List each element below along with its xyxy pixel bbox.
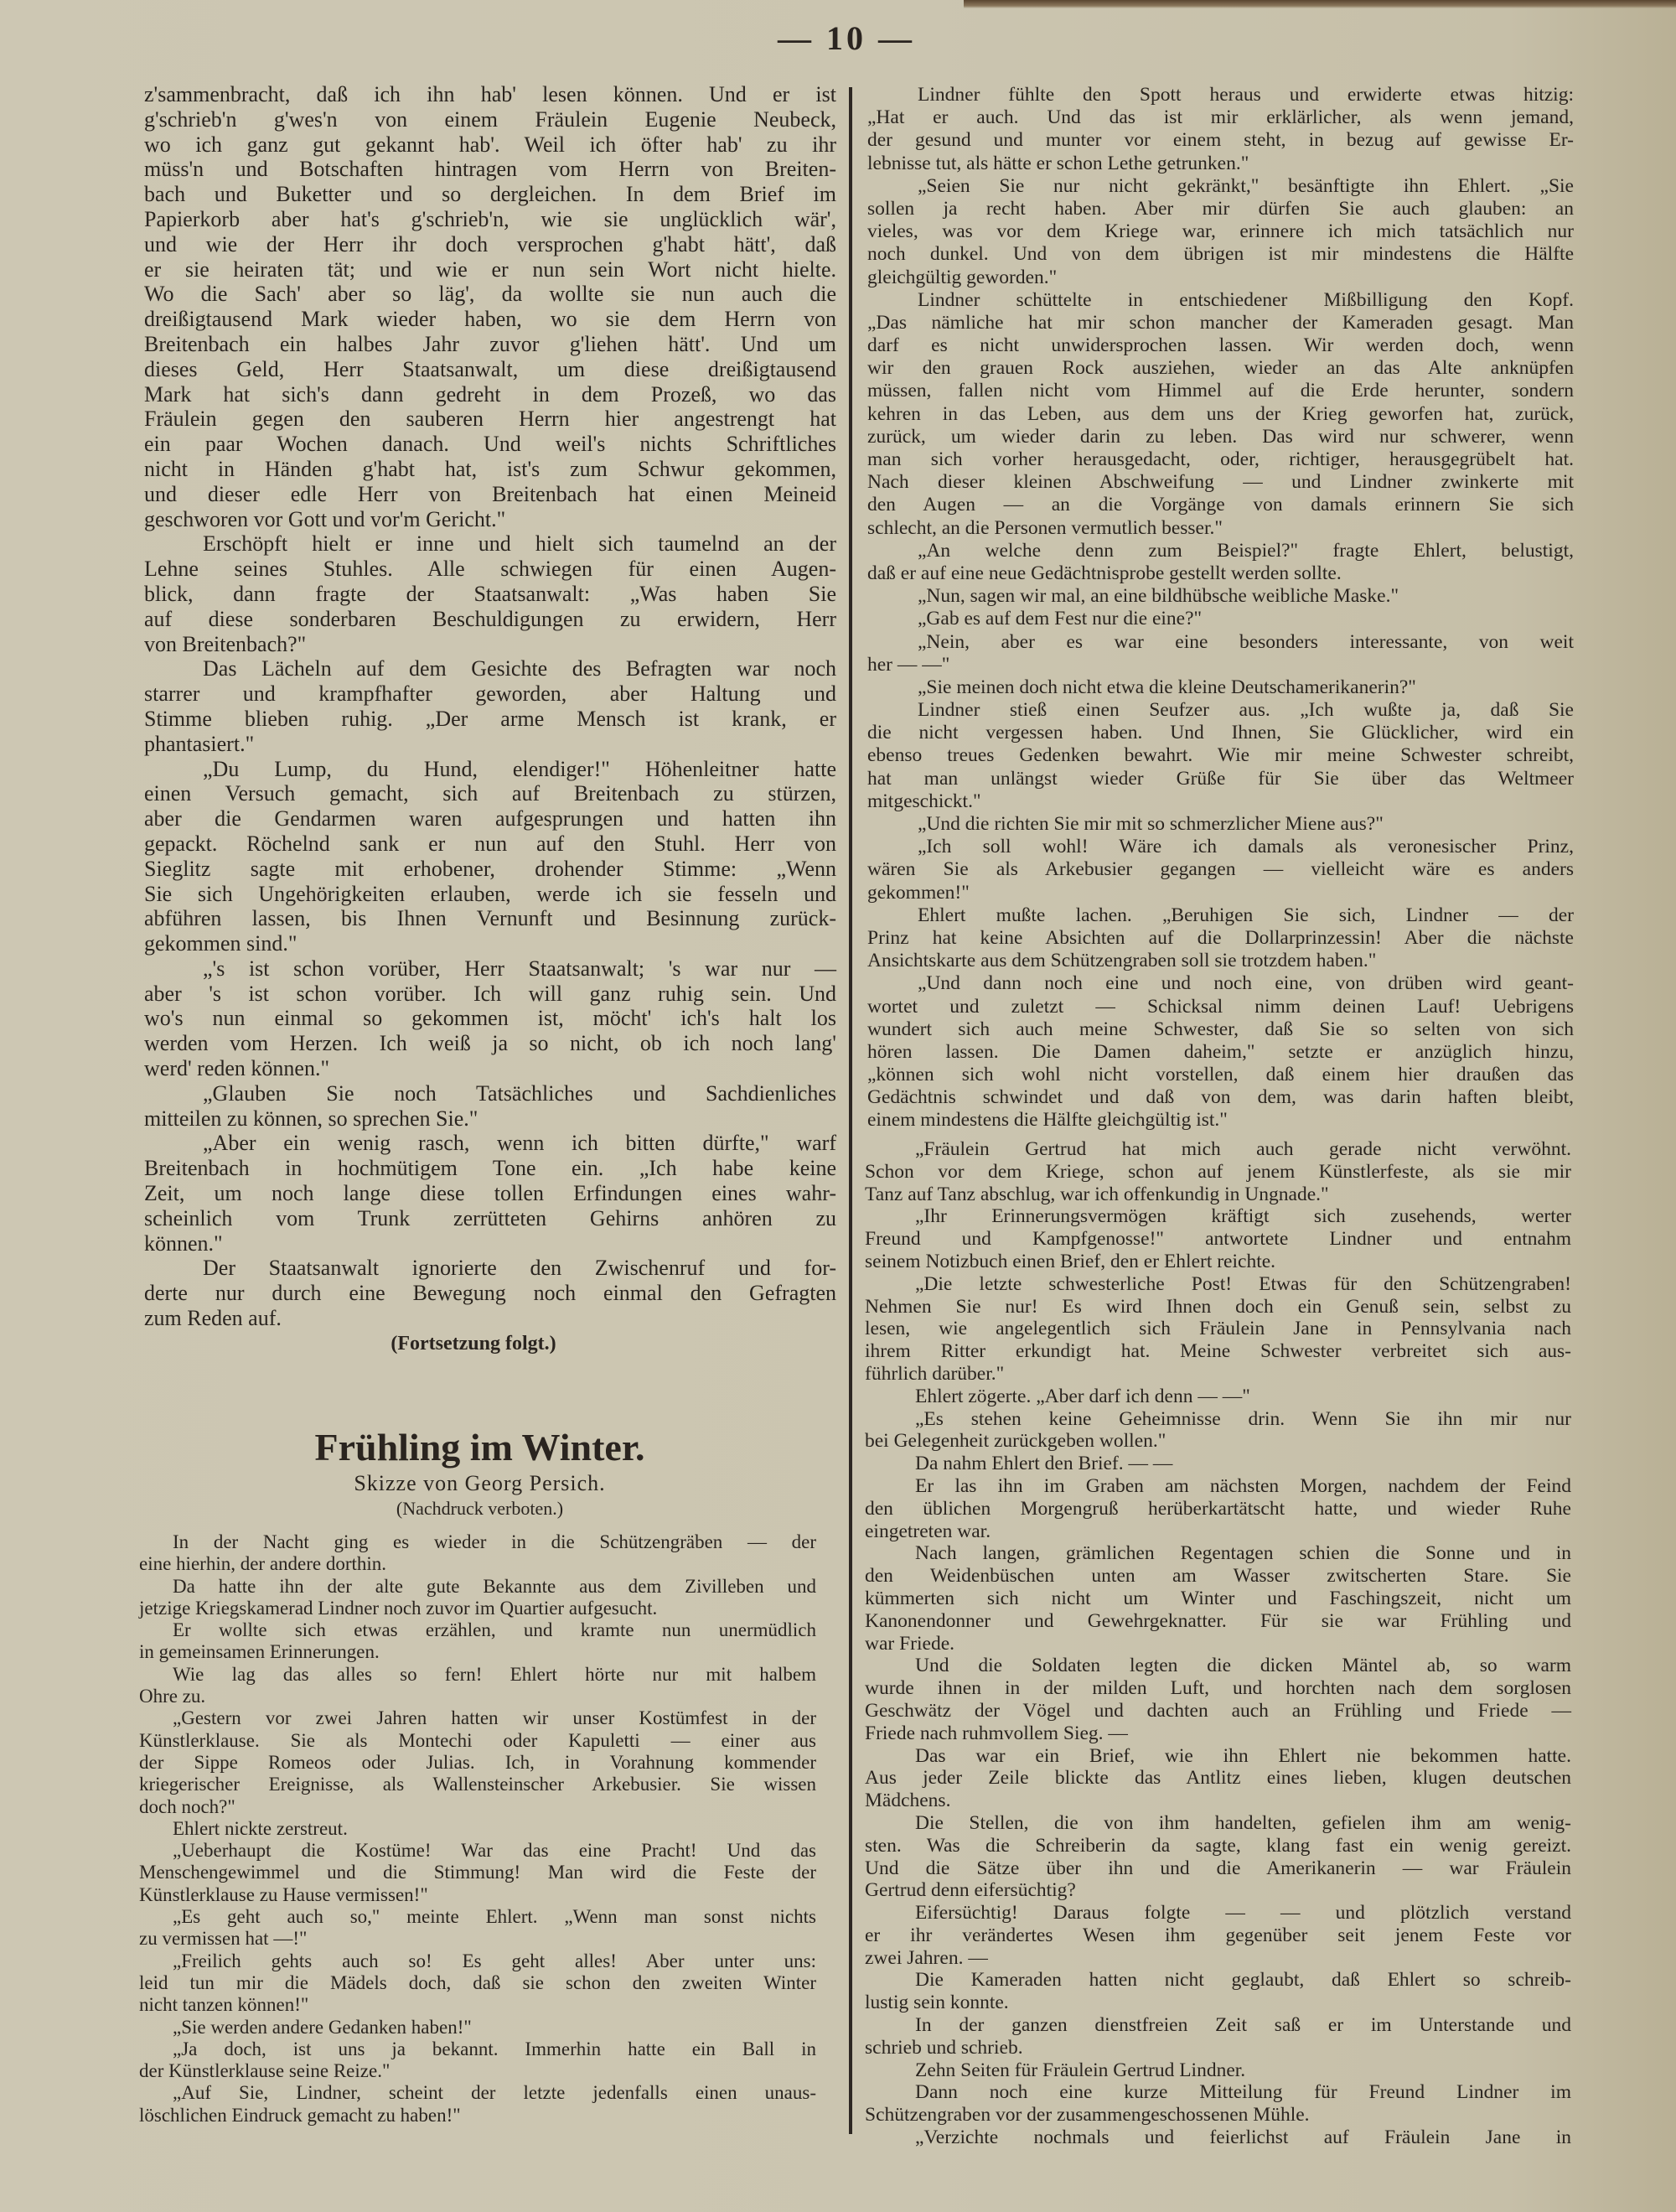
text-line: Und die Soldaten legten die dicken Mäntel ab, so warm bbox=[915, 1655, 1571, 1677]
text-line: sollen ja recht haben. Aber mir dürfen Sie auch glauben: an bbox=[867, 197, 1574, 220]
text-line: Lehne seines Stuhles. Alle schwiegen für einen Augen- bbox=[144, 557, 836, 582]
text-line: „Ich soll wohl! Wäre ich damals als veronesischer Prinz, bbox=[918, 836, 1574, 858]
paragraph bbox=[865, 1902, 1571, 1969]
text-line: gepackt. Röchelnd sank er nun auf den Stuhl. Herr von bbox=[144, 831, 836, 856]
text-line: können." bbox=[144, 1230, 223, 1256]
page-top-edge bbox=[964, 0, 1676, 8]
text-line: Fräulein gegen den sauberen Herrn hier angestrengt hat bbox=[144, 407, 836, 432]
text-line: Nach dieser kleinen Abschweifung — und Lindner zwinkerte mit bbox=[867, 471, 1574, 494]
text-line: werden vom Herzen. Ich weiß ja so nicht, ob ich noch lang' bbox=[144, 1031, 836, 1056]
text-line: dieses Geld, Herr Staatsanwalt, um diese dreißigtausend bbox=[144, 356, 836, 381]
text-line: wortet und zuletzt — Schicksal nimm deinen Lauf! Uebrigens bbox=[867, 995, 1574, 1018]
paragraph bbox=[144, 82, 836, 531]
story-title: Frühling im Winter. bbox=[314, 1426, 645, 1469]
text-line: schlecht, an die Personen vermutlich besser." bbox=[867, 516, 1223, 539]
text-line: „Die letzte schwesterliche Post! Etwas für den Schützengraben! bbox=[915, 1272, 1571, 1295]
text-line: auf diese sonderbaren Beschuldigungen zu erwidern, Herr bbox=[144, 606, 836, 631]
text-line: her — —" bbox=[867, 653, 950, 676]
text-line: wo ich ganz gut gekannt hab'. Weil ich öfter hab' zu ihr bbox=[144, 132, 836, 157]
paragraph bbox=[865, 2081, 1571, 2127]
text-line: Er las ihn im Graben am nächsten Morgen, nachdem der Feind bbox=[915, 1474, 1571, 1497]
text-line: Lindner schüttelte in entschiedener Mißbilligung den Kopf. bbox=[918, 288, 1574, 311]
text-line: müss'n und Botschaften hintragen vom Herrn von Breiten- bbox=[144, 157, 836, 182]
text-line: Dann noch eine kurze Mitteilung für Freund Lindner im bbox=[915, 2081, 1571, 2104]
paragraph bbox=[139, 2017, 816, 2038]
paragraph bbox=[867, 540, 1574, 585]
paragraph bbox=[144, 1131, 836, 1256]
paragraph bbox=[139, 1707, 816, 1817]
paragraph bbox=[865, 2127, 1571, 2149]
text-line: Da hatte ihn der alte gute Bekannte aus dem Zivilleben und bbox=[173, 1575, 816, 1597]
paragraph bbox=[139, 1664, 816, 1708]
text-line: hat man unlängst wieder Grüße für Sie über das Weltmeer bbox=[867, 767, 1574, 790]
text-line: „können sich wohl nicht vorstellen, daß einem hier draußen das bbox=[867, 1064, 1574, 1086]
text-line: zurück, um wieder darin zu leben. Das wird nur schwerer, wenn bbox=[867, 425, 1574, 448]
text-line: wären Sie als Arkebusier gegangen — vielleicht wäre es anders bbox=[867, 858, 1574, 881]
text-line: Ehlert mußte lachen. „Beruhigen Sie sich, Lindner — der bbox=[918, 904, 1574, 926]
text-line: noch dunkel. Und von dem übrigen ist mir mindestens die Hälfte bbox=[867, 243, 1574, 266]
text-line: derte nur durch eine Bewegung noch einmal den Gefragten bbox=[144, 1281, 836, 1306]
text-line: „Ihr Erinnerungsvermögen kräftigt sich zusehends, werter bbox=[915, 1205, 1571, 1228]
text-line: der Sippe Romeos oder Julias. Ich, in Vorahnung kommender bbox=[139, 1751, 816, 1773]
text-line: kehren in das Leben, aus dem uns der Krieg geworfen hat, zurück, bbox=[867, 402, 1574, 425]
text-line: Ansichtskarte aus dem Schützengraben soll sie trotzdem haben." bbox=[867, 950, 1377, 972]
text-line: zwei Jahren. — bbox=[865, 1946, 988, 1969]
text-line: Da nahm Ehlert den Brief. — — bbox=[915, 1453, 1173, 1475]
text-line: Eifersüchtig! Daraus folgte — — und plötzlich verstand bbox=[915, 1902, 1571, 1924]
text-line: Ehlert zögerte. „Aber darf ich denn — —" bbox=[915, 1385, 1250, 1407]
text-line: eine hierhin, der andere dorthin. bbox=[139, 1553, 387, 1575]
text-line: eingetreten war. bbox=[865, 1520, 991, 1542]
text-line: ihrem Ritter erkundigt hat. Meine Schwester verbreitet sich aus- bbox=[865, 1340, 1571, 1363]
text-line: Mädchens. bbox=[865, 1790, 951, 1812]
text-line: „Verzichte nochmals und feierlichst auf Fräulein Jane in bbox=[915, 2127, 1571, 2149]
text-line: Prinz hat keine Absichten auf die Dollarprinzessin! Aber die nächste bbox=[867, 926, 1574, 949]
text-line: Aus jeder Zeile blickte das Antlitz eines lieben, klugen deutschen bbox=[865, 1767, 1571, 1790]
paragraph bbox=[867, 585, 1574, 608]
text-line: Kanonendonner und Gewehrgeknatter. Für sie war Frühling und bbox=[865, 1609, 1571, 1632]
left-column-continued-story bbox=[144, 82, 836, 1331]
story-byline: Skizze von Georg Persich. bbox=[354, 1471, 606, 1495]
text-line: starrer und krampfhafter geworden, aber Haltung und bbox=[144, 681, 836, 707]
paragraph bbox=[144, 956, 836, 1081]
text-line: gleichgültig geworden." bbox=[867, 266, 1058, 288]
text-line: mitgeschickt." bbox=[867, 790, 981, 812]
text-line: einem mindestens die Hälfte gleichgültig ist." bbox=[867, 1109, 1228, 1132]
paragraph bbox=[867, 175, 1574, 289]
text-line: zum Reden auf. bbox=[144, 1306, 282, 1331]
text-line: und dieser edle Herr von Breitenbach hat einen Meineid bbox=[144, 481, 836, 506]
paragraph bbox=[139, 1840, 816, 1906]
text-line: lebnisse tut, als hätte er schon Lethe getrunken." bbox=[867, 152, 1249, 174]
text-line: vieles, was vor dem Kriege war, erinnere ich mich tatsächlich nur bbox=[867, 220, 1574, 243]
text-line: sten. Was die Schreiberin da sagte, klang fast ein wenig gereizt. bbox=[865, 1834, 1571, 1857]
paragraph bbox=[867, 608, 1574, 630]
reprint-notice: (Nachdruck verboten.) bbox=[396, 1498, 564, 1519]
paragraph bbox=[144, 1081, 836, 1132]
text-line: schrieb und schrieb. bbox=[865, 2036, 1023, 2059]
text-line: Zeit, um noch lange diese tollen Erfindungen eines wahr- bbox=[144, 1181, 836, 1206]
text-line: Und die Sätze über ihn und die Amerikanerin — war Fräulein bbox=[865, 1857, 1571, 1879]
paragraph bbox=[865, 1386, 1571, 1408]
story-column-left bbox=[139, 1531, 816, 2127]
text-line: „Hat er auch. Und das ist mir erklärlicher, als wenn jemand, bbox=[867, 106, 1574, 129]
paragraph bbox=[865, 1812, 1571, 1902]
text-line: war Friede. bbox=[865, 1632, 955, 1655]
paragraph bbox=[865, 1475, 1571, 1542]
text-line: müssen, fallen nicht vom Himmel auf die Erde herunter, sondern bbox=[867, 380, 1574, 402]
story-column-right-bottom bbox=[865, 1138, 1571, 2149]
text-line: führlich darüber." bbox=[865, 1362, 1005, 1385]
text-line: „Ueberhaupt die Kostüme! War das eine Pracht! Und das bbox=[173, 1840, 816, 1862]
text-line: „'s ist schon vorüber, Herr Staatsanwalt; 's war nur — bbox=[203, 956, 836, 981]
text-line: jetzige Kriegskamerad Lindner noch zuvor im Quartier aufgesucht. bbox=[139, 1597, 658, 1619]
text-line: Die Stellen, die von ihm handelten, gefielen ihm am wenig- bbox=[915, 1811, 1571, 1834]
text-line: „Gestern vor zwei Jahren hatten wir unser Kostümfest in der bbox=[173, 1707, 816, 1729]
text-line: löschlichen Eindruck gemacht zu haben!" bbox=[139, 2104, 461, 2126]
text-line: die nicht vergessen haben. Und Ihnen, Sie Glücklicher, wird ein bbox=[867, 722, 1574, 744]
paragraph bbox=[139, 1619, 816, 1664]
paragraph bbox=[139, 1531, 816, 1576]
paragraph bbox=[865, 2059, 1571, 2082]
text-line: er sie heiraten tät; und wie er nun sein Wort nicht hielte. bbox=[144, 256, 836, 282]
text-line: nicht tanzen können!" bbox=[139, 1994, 309, 2016]
text-line: Der Staatsanwalt ignorierte den Zwischenruf und for- bbox=[203, 1256, 836, 1281]
paragraph bbox=[144, 656, 836, 756]
text-line: und wie der Herr ihr doch versprochen g'habt hätt', daß bbox=[144, 231, 836, 256]
text-line: wurde ihnen in der milden Luft, und horchten nach dem sorglosen bbox=[865, 1677, 1571, 1700]
text-line: lesen, wie angelegentlich sich Fräulein Jane in Pennsylvania nach bbox=[865, 1318, 1571, 1340]
paragraph bbox=[139, 1906, 816, 1950]
text-line: Sie sich Ungehörigkeiten erlauben, werde ich sie fesseln und bbox=[144, 881, 836, 906]
text-line: Nehmen Sie nur! Es wird Ihnen doch ein Genuß sein, selbst zu bbox=[865, 1295, 1571, 1318]
text-line: „An welche denn zum Beispiel?" fragte Ehlert, belustigt, bbox=[918, 539, 1574, 562]
text-line: einen Versuch gemacht, sich auf Breitenbach zu stürzen, bbox=[144, 781, 836, 806]
text-line: „Sie werden andere Gedanken haben!" bbox=[173, 2016, 472, 2038]
text-line: Breitenbach in hochmütigem Tone ein. „Ich habe keine bbox=[144, 1156, 836, 1181]
text-line: wir den grauen Rock ausziehen, wieder an das Alte anknüpfen bbox=[867, 357, 1574, 380]
paragraph bbox=[865, 1273, 1571, 1386]
text-line: doch noch?" bbox=[139, 1795, 235, 1817]
text-line: „Seien Sie nur nicht gekränkt," besänftigte ihn Ehlert. „Sie bbox=[918, 174, 1574, 197]
paragraph bbox=[867, 631, 1574, 676]
text-line: Das Lächeln auf dem Gesichte des Befragten war noch bbox=[203, 656, 836, 681]
text-line: „Und die richten Sie mir mit so schmerzlicher Miene aus?" bbox=[918, 813, 1384, 835]
text-line: Wie lag das alles so fern! Ehlert hörte nur mit halbem bbox=[173, 1663, 816, 1685]
text-line: Er wollte sich etwas erzählen, und kramte nun unermüdlich bbox=[173, 1619, 816, 1641]
text-line: Künstlerklause zu Hause vermissen!" bbox=[139, 1883, 428, 1905]
paragraph bbox=[139, 2038, 816, 2083]
text-line: wundert sich auch meine Schwester, daß Sie so selten von sich bbox=[867, 1018, 1574, 1040]
paragraph bbox=[865, 1655, 1571, 1744]
text-line: g'schrieb'n g'wes'n von einem Fräulein Eugenie Neubeck, bbox=[144, 106, 836, 132]
text-line: Stimme blieben ruhig. „Der arme Mensch ist krank, er bbox=[144, 706, 836, 731]
text-line: „Freilich gehts auch so! Es geht alles! Aber unter uns: bbox=[173, 1950, 816, 1971]
story-column-right-top bbox=[867, 84, 1574, 1132]
text-line: „Es stehen keine Geheimnisse drin. Wenn Sie ihn mir nur bbox=[915, 1407, 1571, 1430]
text-line: lustig sein konnte. bbox=[865, 1992, 1009, 2014]
text-line: Wo die Sach' aber so läg', da wollte sie nun auch die bbox=[144, 282, 836, 307]
text-line: „Sie meinen doch nicht etwa die kleine Deutschamerikanerin?" bbox=[918, 676, 1416, 698]
text-line: „Das nämliche hat mir schon mancher der Kameraden gesagt. Man bbox=[867, 311, 1574, 334]
paragraph bbox=[865, 1408, 1571, 1453]
paragraph bbox=[867, 676, 1574, 699]
text-line: blick, dann fragte der Staatsanwalt: „Was haben Sie bbox=[144, 581, 836, 606]
text-line: nicht in Händen g'habt hat, ist's zum Schwur gekommen, bbox=[144, 456, 836, 481]
text-line: dreißigtausend Mark wieder haben, wo sie dem Herrn von bbox=[144, 307, 836, 332]
text-line: Gedächtnis schwindet und daß von dem, was darin haften bleibt, bbox=[867, 1086, 1574, 1109]
paragraph bbox=[139, 2082, 816, 2127]
text-line: Lindner fühlte den Spott heraus und erwiderte etwas hitzig: bbox=[918, 84, 1574, 106]
text-line: In der ganzen dienstfreien Zeit saß er im Unterstande und bbox=[915, 2014, 1571, 2037]
text-line: Geschwätz der Vögel und dachten auch an Frühling und Friede — bbox=[865, 1699, 1571, 1722]
text-line: „Ja doch, ist uns ja bekannt. Immerhin hatte ein Ball in bbox=[173, 2038, 816, 2059]
text-line: werd' reden können." bbox=[144, 1056, 330, 1081]
text-line: von Breitenbach?" bbox=[144, 631, 307, 656]
text-line: Schützengraben vor der zusammengeschossenen Mühle. bbox=[865, 2104, 1310, 2127]
text-line: „Aber ein wenig rasch, wenn ich bitten dürfte," warf bbox=[203, 1131, 836, 1156]
text-line: leid tun mir die Mädels doch, daß sie schon den zweiten Winter bbox=[139, 1971, 816, 1993]
paragraph bbox=[865, 2014, 1571, 2059]
paragraph bbox=[865, 1969, 1571, 2014]
paragraph bbox=[867, 836, 1574, 904]
text-line: Erschöpft hielt er inne und hielt sich taumelnd an der bbox=[203, 531, 836, 557]
text-line: gekommen!" bbox=[867, 881, 970, 904]
text-line: bach und Buketter und so dergleichen. In dem Brief im bbox=[144, 182, 836, 207]
text-line: seinem Notizbuch einen Brief, den er Ehlert reichte. bbox=[865, 1250, 1276, 1272]
column-divider bbox=[849, 87, 852, 2134]
text-line: Tanz auf Tanz abschlug, war ich offenkundig in Ungnade." bbox=[865, 1183, 1329, 1205]
text-line: z'sammenbracht, daß ich ihn hab' lesen können. Und er ist bbox=[144, 82, 836, 106]
paragraph bbox=[865, 1745, 1571, 1812]
text-line: Mark hat sich's dann gedreht in dem Prozeß, wo das bbox=[144, 381, 836, 407]
text-line: „Nun, sagen wir mal, an eine bildhübsche weibliche Maske." bbox=[918, 585, 1399, 608]
text-line: In der Nacht ging es wieder in die Schützengräben — der bbox=[173, 1531, 816, 1552]
text-line: Zehn Seiten für Fräulein Gertrud Lindner. bbox=[915, 2059, 1246, 2081]
text-line: er ihr verändertes Wesen ihm gegenüber seit jenem Feste vor bbox=[865, 1924, 1571, 1946]
paragraph bbox=[865, 1542, 1571, 1655]
paragraph bbox=[144, 531, 836, 656]
text-line: den Augen — an die Vorgänge von damals erinnern Sie sich bbox=[867, 494, 1574, 516]
text-line: der gesund und munter vor einem steht, in bezug auf gewisse Er- bbox=[867, 129, 1574, 152]
paragraph bbox=[139, 1818, 816, 1840]
paragraph bbox=[139, 1576, 816, 1620]
paragraph bbox=[867, 289, 1574, 540]
paragraph bbox=[867, 813, 1574, 836]
text-line: „Gab es auf dem Fest nur die eine?" bbox=[918, 608, 1203, 630]
text-line: den Weidenbüschen unten am Wasser zwitscherten Stare. Sie bbox=[865, 1565, 1571, 1588]
text-line: der Künstlerklause seine Reize." bbox=[139, 2060, 391, 2082]
text-line: Ehlert nickte zerstreut. bbox=[173, 1817, 348, 1839]
paragraph bbox=[144, 757, 836, 956]
text-line: Nach langen, grämlichen Regentagen schien die Sonne und in bbox=[915, 1542, 1571, 1565]
text-line: Breitenbach ein halbes Jahr zuvor g'liehen hätt'. Und um bbox=[144, 331, 836, 356]
text-line: „Fräulein Gertrud hat mich auch gerade nicht verwöhnt. bbox=[915, 1138, 1571, 1160]
text-line: bei Gelegenheit zurückgeben wollen." bbox=[865, 1430, 1166, 1453]
paragraph bbox=[867, 904, 1574, 973]
text-line: darf es nicht unwidersprochen lassen. Wir werden doch, wenn bbox=[867, 334, 1574, 357]
text-line: wo's nun einmal so gekommen ist, möcht' ich's halt los bbox=[144, 1006, 836, 1031]
text-line: daß er auf eine neue Gedächtnisprobe gestellt werden sollte. bbox=[867, 562, 1342, 584]
text-line: in gemeinsamen Erinnerungen. bbox=[139, 1641, 380, 1663]
text-line: Künstlerklause. Sie als Montechi oder Kapuletti — einer aus bbox=[139, 1729, 816, 1751]
text-line: zu vermissen hat —!" bbox=[139, 1928, 308, 1950]
text-line: kümmerten sich nicht um Winter und Faschingszeit, nicht um bbox=[865, 1587, 1571, 1609]
paragraph bbox=[865, 1453, 1571, 1475]
text-line: kriegerischer Ereignisse, als Wallensteinscher Arkebusier. Sie wissen bbox=[139, 1774, 816, 1795]
text-line: „Du Lump, du Hund, elendiger!" Höhenleitner hatte bbox=[203, 756, 836, 781]
paragraph bbox=[144, 1256, 836, 1330]
text-line: „Auf Sie, Lindner, scheint der letzte jedenfalls einen unaus- bbox=[173, 2082, 816, 2104]
paragraph bbox=[867, 699, 1574, 813]
text-line: „Nein, aber es war eine besonders interessante, von weit bbox=[918, 630, 1574, 653]
text-line: hören lassen. Die Damen daheim," setzte er anzüglich hinzu, bbox=[867, 1040, 1574, 1063]
text-line: Freund und Kampfgenosse!" antwortete Lindner und entnahm bbox=[865, 1228, 1571, 1251]
paragraph bbox=[867, 84, 1574, 175]
text-line: Das war ein Brief, wie ihn Ehlert nie bekommen hatte. bbox=[915, 1744, 1571, 1767]
text-line: man sich vorher herausgedacht, oder, richtiger, herausgegrübelt hat. bbox=[867, 448, 1574, 470]
text-line: Sieglitz sagte mit erhobener, drohender Stimme: „Wenn bbox=[144, 856, 836, 881]
text-line: Schon vor dem Kriege, schon auf jenem Künstlerfeste, als sie mir bbox=[865, 1160, 1571, 1183]
text-line: „Es geht auch so," meinte Ehlert. „Wenn man sonst nichts bbox=[173, 1906, 816, 1928]
text-line: Ohre zu. bbox=[139, 1686, 206, 1707]
text-line: scheinlich vom Trunk zerrütteten Gehirns anhören zu bbox=[144, 1205, 836, 1230]
text-line: Die Kameraden hatten nicht geglaubt, daß Ehlert so schreib- bbox=[915, 1969, 1571, 1992]
text-line: „Glauben Sie noch Tatsächliches und Sachdienliches bbox=[203, 1080, 836, 1106]
text-line: ein paar Wochen danach. Und weil's nichts Schriftliches bbox=[144, 432, 836, 457]
paragraph bbox=[865, 1205, 1571, 1272]
paragraph bbox=[139, 1950, 816, 2017]
text-line: aber 's ist schon vorüber. Ich will ganz ruhig sein. Und bbox=[144, 981, 836, 1006]
paragraph bbox=[865, 1138, 1571, 1205]
text-line: phantasiert." bbox=[144, 731, 255, 756]
continuation-note: (Fortsetzung folgt.) bbox=[391, 1333, 556, 1355]
text-line: geschworen vor Gott und vor'm Gericht." bbox=[144, 506, 506, 531]
text-line: Gertrud denn eifersüchtig? bbox=[865, 1879, 1076, 1902]
text-line: gekommen sind." bbox=[144, 931, 297, 956]
text-line: aber die Gendarmen waren aufgesprungen und hatten ihn bbox=[144, 806, 836, 831]
page-number: — 10 — bbox=[778, 19, 915, 57]
text-line: Papierkorb aber hat's g'schrieb'n, wie sie unglücklich wär', bbox=[144, 206, 836, 231]
text-line: ebenso treues Gedenken bewahrt. Wie mir meine Schwester schreibt, bbox=[867, 744, 1574, 767]
text-line: „Und dann noch eine und noch eine, von drüben wird geant- bbox=[918, 972, 1574, 995]
text-line: Menschengewimmel und die Stimmung! Man wird die Feste der bbox=[139, 1862, 816, 1883]
text-line: abführen lassen, bis Ihnen Vernunft und Besinnung zurück- bbox=[144, 906, 836, 931]
paragraph bbox=[867, 972, 1574, 1132]
text-line: den üblichen Morgengruß herüberkartätscht hatte, und wieder Ruhe bbox=[865, 1497, 1571, 1520]
text-line: Lindner stieß einen Seufzer aus. „Ich wußte ja, daß Sie bbox=[918, 699, 1574, 722]
text-line: mitteilen zu können, so sprechen Sie." bbox=[144, 1106, 478, 1131]
text-line: Friede nach ruhmvollem Sieg. — bbox=[865, 1722, 1128, 1744]
